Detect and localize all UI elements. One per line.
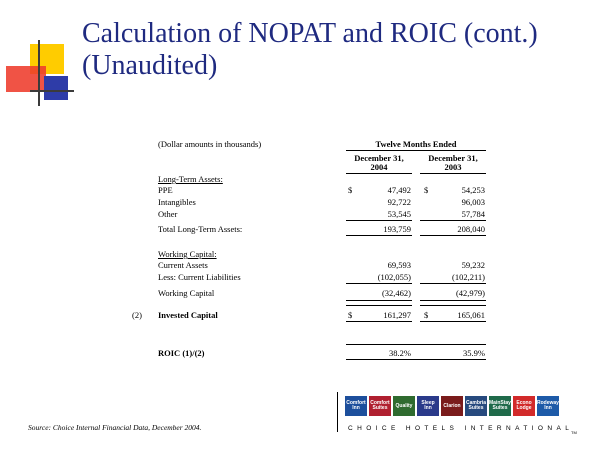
header-rule (346, 150, 486, 151)
units-note: (Dollar amounts in thousands) (158, 139, 262, 149)
col2-header-rule (420, 173, 486, 174)
brand-logo-comfort-suites: Comfort Suites (369, 396, 391, 416)
row-label: Less: Current Liabilities (158, 272, 241, 282)
currency-symbol: $ (424, 185, 429, 195)
brand-strip (345, 396, 565, 416)
wc-heading: Working Capital: (158, 249, 217, 259)
row-value-2004: (102,055) (377, 272, 411, 282)
row-value-2004: 47,492 (387, 185, 411, 195)
total-lta-label: Total Long-Term Assets: (158, 224, 243, 234)
row-value-2004: 92,722 (387, 197, 411, 207)
row-label: Intangibles (158, 197, 196, 207)
row-label: Other (158, 209, 178, 219)
subtotal-rule (346, 283, 412, 284)
brand-logo-econo-lodge: Econo Lodge (513, 396, 535, 416)
slide-title (82, 18, 592, 82)
brand-logo-mainstay-suites: MainStay Suites (489, 396, 511, 416)
slide-title-line2: (Unaudited) (82, 50, 218, 81)
invested-marker: (2) (132, 310, 142, 320)
subtotal-rule (420, 220, 486, 221)
row-value-2003: 59,232 (461, 260, 485, 270)
total-lta-2003: 208,040 (457, 224, 485, 234)
currency-symbol: $ (348, 185, 353, 195)
col1-header-line2: 2004 (370, 162, 388, 172)
invested-2003: 165,061 (457, 310, 485, 320)
roic-2003: 35.9% (463, 348, 485, 358)
invested-2004: 161,297 (383, 310, 411, 320)
total-rule (420, 305, 486, 306)
brand-logo-quality: Quality (393, 396, 415, 416)
subtotal-rule (420, 283, 486, 284)
logo-square-blue (44, 76, 68, 100)
total-rule (420, 300, 486, 301)
brand-logo-clarion: Clarion (441, 396, 463, 416)
logo-line-vertical (38, 40, 40, 106)
total-wc-label: Working Capital (158, 288, 215, 298)
brand-logo-rodeway-inn: Rodeway Inn (537, 396, 559, 416)
trademark-symbol: TM (571, 430, 577, 435)
col2-header-line1: December 31, (428, 153, 478, 163)
grand-total-rule (420, 321, 486, 322)
col1-header-line1: December 31, (354, 153, 404, 163)
total-wc-2003: (42,979) (455, 288, 485, 298)
row-label: PPE (158, 185, 173, 195)
roic-rule (346, 344, 486, 345)
total-wc-2004: (32,462) (381, 288, 411, 298)
total-rule (346, 305, 412, 306)
logo-square-red (6, 66, 46, 92)
row-value-2003: 57,784 (461, 209, 485, 219)
roic-label: ROIC (1)/(2) (158, 348, 205, 358)
total-rule (346, 235, 412, 236)
grand-total-rule (346, 321, 412, 322)
currency-symbol: $ (424, 310, 429, 320)
company-wordmark: CHOICE HOTELS INTERNATIONAL (348, 425, 574, 432)
roic-2004: 38.2% (389, 348, 411, 358)
period-header: Twelve Months Ended (375, 139, 457, 149)
slide-title-line1: Calculation of NOPAT and ROIC (cont.) (82, 18, 538, 49)
brand-logo-cambria-suites: Cambria Suites (465, 396, 487, 416)
lta-heading: Long-Term Assets: (158, 174, 223, 184)
col1-header-rule (346, 173, 412, 174)
roic-bottom-rule (346, 359, 486, 360)
invested-label: Invested Capital (158, 310, 218, 320)
row-label: Current Assets (158, 260, 208, 270)
brand-logo-comfort-inn: Comfort Inn (345, 396, 367, 416)
row-value-2003: (102,211) (452, 272, 485, 282)
subtotal-rule (346, 220, 412, 221)
row-value-2003: 96,003 (461, 197, 485, 207)
total-rule (420, 235, 486, 236)
brand-logo-sleep-inn: Sleep Inn (417, 396, 439, 416)
col2-header-line2: 2003 (444, 162, 462, 172)
currency-symbol: $ (348, 310, 353, 320)
total-rule (346, 300, 412, 301)
row-value-2003: 54,253 (461, 185, 485, 195)
row-value-2004: 53,545 (387, 209, 411, 219)
total-lta-2004: 193,759 (383, 224, 411, 234)
row-value-2004: 69,593 (387, 260, 411, 270)
logo-line-horizontal (30, 90, 74, 92)
source-note: Source: Choice Internal Financial Data, December 2004. (28, 423, 202, 432)
